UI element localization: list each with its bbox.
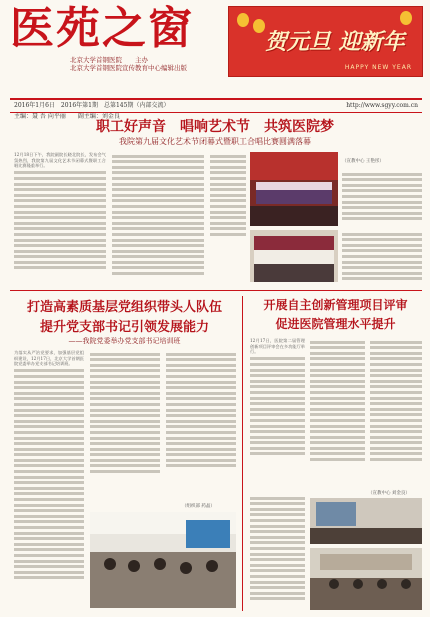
review-photo-2	[310, 548, 422, 610]
training-photo	[90, 512, 236, 608]
article3-photo-credit: （宣教中心 刘金良）	[368, 491, 410, 496]
new-year-banner	[228, 6, 423, 77]
article1-subheadline: 我院第九届文化艺术节闭幕式暨职工合唱比赛圆满落幕	[119, 137, 311, 146]
review-photo-1	[310, 498, 422, 544]
article1-column-2	[112, 152, 204, 286]
article2-column-1	[14, 350, 84, 608]
article1-column-3	[210, 152, 246, 286]
article1-photo-credit: （宣教中心 王艳彤）	[342, 159, 384, 164]
sponsor-lines	[70, 56, 187, 72]
article2-column-3	[166, 350, 236, 500]
banner-subtext: HAPPY NEW YEAR	[344, 64, 412, 71]
publisher-text: 北京大学首钢医院宣传教育中心编辑出版	[70, 64, 187, 72]
article3-column-3	[370, 338, 422, 488]
column-divider	[242, 296, 243, 611]
article3-headline-line2: 促进医院管理水平提升	[275, 317, 396, 331]
article2-headline-line2: 提升党支部书记引领发展能力	[39, 320, 209, 335]
banner-text: 贺元旦 迎新年	[265, 29, 405, 55]
article2-lead: 为落实从严治党要求，加强基层党组织建设，12月17日，北京大学首钢医院党委举办党支部书记培训班。	[14, 350, 84, 367]
article2-subheadline: ——我院党委举办党支部书记培训班	[68, 337, 181, 345]
choir-photo-1	[250, 152, 338, 226]
lantern-icon	[253, 19, 265, 33]
issue-info: 2016年1月6日 2016年第1期 总第145期（内部交流）	[14, 102, 170, 109]
article1-column-5	[342, 230, 422, 286]
article2-column-2	[90, 350, 160, 500]
article3-column-4	[250, 494, 305, 610]
article3-column-2	[310, 338, 365, 488]
article2-credit: （组织部 药晶）	[182, 504, 215, 509]
section-divider	[10, 290, 422, 291]
masthead-title: 医苑之窗	[10, 3, 194, 54]
article1-headline: 职工好声音 唱响艺术节 共筑医院梦	[96, 119, 334, 135]
article3-lead: 12月17日，医院第二届管理创新项目评审会在多功能厅举行。	[250, 338, 305, 355]
article2-headline-line1: 打造高素质基层党组织带头人队伍	[26, 300, 222, 315]
article1-column-1	[14, 152, 106, 286]
article3-column-1	[250, 338, 305, 488]
lantern-icon	[237, 13, 249, 27]
editor-info: 主编：聂 吾 向平丽 副主编：刘金良	[14, 113, 120, 120]
article3-headline-line1: 开展自主创新管理项目评审	[263, 298, 408, 312]
choir-photo-2	[250, 230, 338, 282]
article1-lead: 12月18日下午，我院副院长晓北院长，发布会气氛热烈，我院第九届文化艺术节闭幕式暨职工合唱比赛隆重举行。	[14, 152, 106, 169]
article1-column-4	[342, 170, 422, 226]
sponsor-text: 北京大学首钢医院 主办	[70, 56, 148, 64]
site-url[interactable]: http://www.sgyy.com.cn	[346, 102, 418, 109]
lantern-icon	[400, 11, 412, 25]
